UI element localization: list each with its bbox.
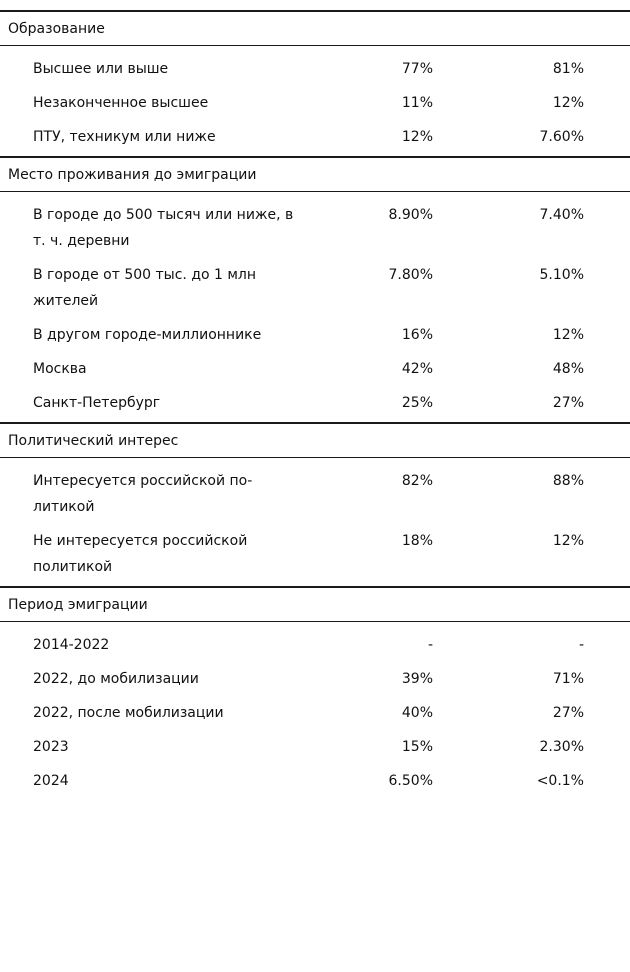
row-label: В городе от 500 тыс. до 1 млн жителей — [33, 267, 257, 309]
row-value-1: - — [427, 637, 433, 653]
row-label: ПТУ, техникум или ниже — [33, 129, 216, 145]
table-row — [0, 52, 630, 86]
table-row — [0, 662, 630, 696]
row-label: Не интересуется российской политикой — [33, 533, 248, 575]
row-value-2: 2.30% — [539, 739, 584, 755]
row-value-2: <0.1% — [536, 773, 584, 789]
table-row — [0, 198, 630, 258]
row-value-1: 16% — [401, 327, 433, 343]
row-value-1: 77% — [401, 61, 433, 77]
row-label: 2024 — [33, 773, 69, 789]
row-value-1: 18% — [401, 533, 433, 549]
section-header-residence: Место проживания до эмиграции — [0, 156, 630, 192]
section-rows-political-interest — [0, 458, 630, 586]
section-rows-education — [0, 46, 630, 156]
row-value-2: 71% — [552, 671, 584, 687]
row-value-2: 7.40% — [539, 207, 584, 223]
row-label: 2014-2022 — [33, 637, 110, 653]
section-rows-emigration-period — [0, 622, 630, 800]
row-value-1: 7.80% — [388, 267, 433, 283]
row-value-1: 82% — [401, 473, 433, 489]
row-value-1: 15% — [401, 739, 433, 755]
row-label: Санкт-Петербург — [33, 395, 161, 411]
table-row — [0, 318, 630, 352]
row-value-1: 6.50% — [388, 773, 433, 789]
row-label: В городе до 500 тысяч или ниже, в т. ч. деревни — [33, 207, 294, 249]
row-label: Интересуется российской по-литикой — [33, 473, 253, 515]
row-value-2: 5.10% — [539, 267, 584, 283]
row-value-2: 27% — [552, 395, 584, 411]
table-row — [0, 464, 630, 524]
row-value-2: 12% — [552, 533, 584, 549]
table-row — [0, 730, 630, 764]
row-value-2: 12% — [552, 95, 584, 111]
table-row — [0, 764, 630, 798]
row-label: 2022, до мобилизации — [33, 671, 199, 687]
section-header-emigration-period: Период эмиграции — [0, 586, 630, 622]
row-label: 2022, после мобилизации — [33, 705, 224, 721]
table-row — [0, 120, 630, 154]
row-label: Москва — [33, 361, 87, 377]
row-value-1: 12% — [401, 129, 433, 145]
row-value-2: - — [578, 637, 584, 653]
stats-table — [0, 10, 630, 800]
table-row — [0, 386, 630, 420]
row-value-1: 39% — [401, 671, 433, 687]
table-row — [0, 258, 630, 318]
row-value-1: 8.90% — [388, 207, 433, 223]
row-value-1: 42% — [401, 361, 433, 377]
row-value-2: 48% — [552, 361, 584, 377]
row-label: 2023 — [33, 739, 69, 755]
table-row — [0, 352, 630, 386]
table-row — [0, 696, 630, 730]
section-header-education: Образование — [0, 10, 630, 46]
row-label: В другом городе-миллионнике — [33, 327, 262, 343]
row-value-1: 40% — [401, 705, 433, 721]
row-value-2: 88% — [552, 473, 584, 489]
section-rows-residence — [0, 192, 630, 422]
row-value-1: 25% — [401, 395, 433, 411]
row-label: Высшее или выше — [33, 61, 169, 77]
table-row — [0, 628, 630, 662]
row-value-2: 7.60% — [539, 129, 584, 145]
row-label: Незаконченное высшее — [33, 95, 209, 111]
section-header-political-interest: Политический интерес — [0, 422, 630, 458]
table-row — [0, 86, 630, 120]
row-value-2: 27% — [552, 705, 584, 721]
table-row — [0, 524, 630, 584]
row-value-2: 81% — [552, 61, 584, 77]
row-value-1: 11% — [401, 95, 433, 111]
row-value-2: 12% — [552, 327, 584, 343]
